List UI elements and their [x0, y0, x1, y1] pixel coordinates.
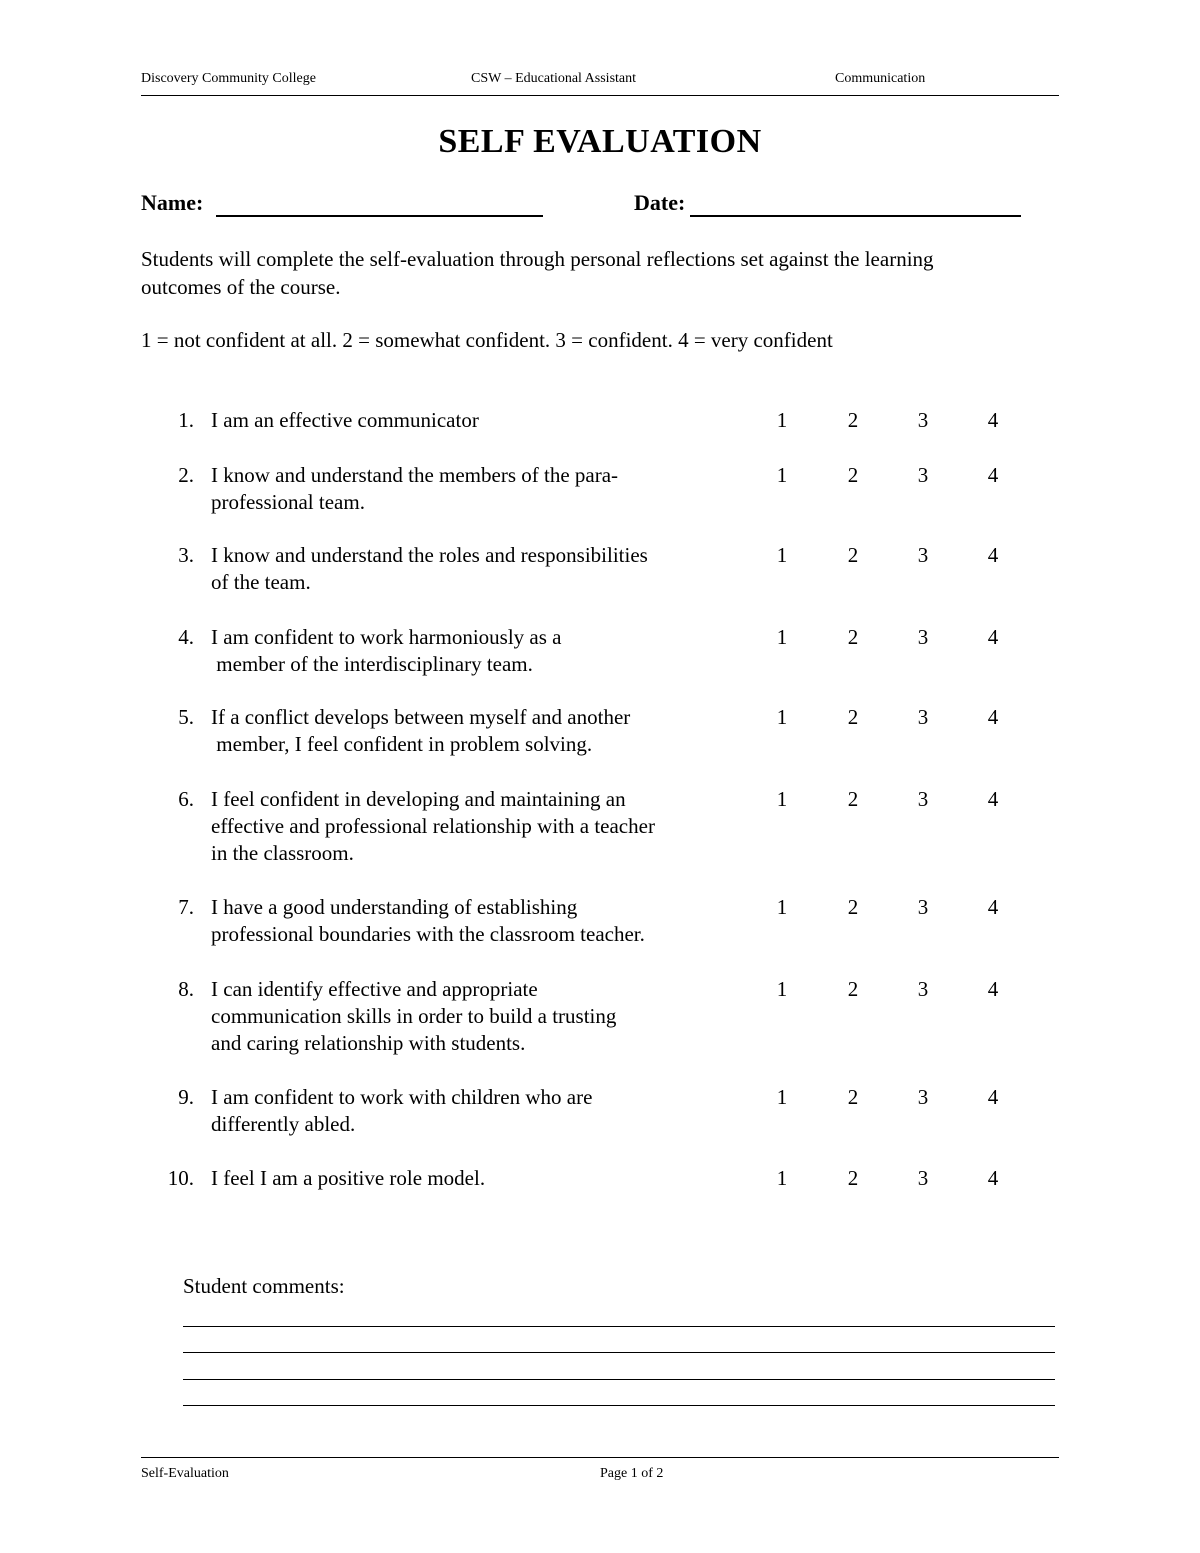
- comment-line[interactable]: [183, 1352, 1055, 1353]
- rating-option-1[interactable]: 1: [776, 1085, 788, 1109]
- rating-option-4[interactable]: 4: [987, 543, 999, 567]
- header-course: Communication: [835, 71, 926, 86]
- rating-option-2[interactable]: 2: [847, 1166, 859, 1190]
- rating-option-3[interactable]: 3: [917, 625, 929, 649]
- rating-option-3[interactable]: 3: [917, 463, 929, 487]
- item-statement: [211, 786, 731, 867]
- rating-option-2[interactable]: 2: [847, 463, 859, 487]
- comment-line[interactable]: [183, 1379, 1055, 1380]
- statement-line: member of the interdisciplinary team.: [211, 652, 533, 676]
- rating-option-2[interactable]: 2: [847, 705, 859, 729]
- rating-option-4[interactable]: 4: [987, 787, 999, 811]
- statement-line: I know and understand the members of the para-: [211, 463, 619, 487]
- rating-option-2[interactable]: 2: [847, 543, 859, 567]
- rating-option-2[interactable]: 2: [847, 1085, 859, 1109]
- item-statement: [211, 894, 731, 948]
- comments-label: Student comments:: [183, 1274, 345, 1298]
- rating-option-1[interactable]: 1: [776, 543, 788, 567]
- rating-option-3[interactable]: 3: [917, 1085, 929, 1109]
- item-number: 10.: [167, 1166, 194, 1190]
- statement-line: effective and professional relationship with a teacher: [211, 814, 655, 838]
- statement-line: If a conflict develops between myself and another: [211, 705, 631, 729]
- rating-option-3[interactable]: 3: [917, 408, 929, 432]
- footer-doc-name: Self-Evaluation: [141, 1466, 229, 1481]
- rating-option-4[interactable]: 4: [987, 705, 999, 729]
- statement-line: I am confident to work harmoniously as a: [211, 625, 562, 649]
- intro-text: [141, 245, 934, 301]
- name-label: Name:: [141, 190, 204, 215]
- header-program: CSW – Educational Assistant: [471, 71, 637, 86]
- rating-option-3[interactable]: 3: [917, 977, 929, 1001]
- rating-option-2[interactable]: 2: [847, 408, 859, 432]
- rating-option-3[interactable]: 3: [917, 895, 929, 919]
- comment-line[interactable]: [183, 1405, 1055, 1406]
- rating-option-1[interactable]: 1: [776, 408, 788, 432]
- rating-option-2[interactable]: 2: [847, 977, 859, 1001]
- statement-line: member, I feel confident in problem solving.: [211, 732, 593, 756]
- header-college: Discovery Community College: [141, 71, 316, 86]
- scale-legend: 1 = not confident at all. 2 = somewhat confident. 3 = confident. 4 = very confident: [141, 328, 833, 352]
- item-number: 1.: [178, 408, 194, 432]
- item-number: 2.: [178, 463, 194, 487]
- intro-line: Students will complete the self-evaluation through personal reflections set against the learning: [141, 247, 934, 271]
- item-statement: [211, 1165, 731, 1192]
- item-number: 3.: [178, 543, 194, 567]
- footer-divider: [141, 1457, 1059, 1458]
- item-number: 7.: [178, 895, 194, 919]
- rating-option-1[interactable]: 1: [776, 1166, 788, 1190]
- rating-option-3[interactable]: 3: [917, 1166, 929, 1190]
- item-statement: [211, 407, 731, 434]
- statement-line: of the team.: [211, 570, 311, 594]
- footer-page-number: Page 1 of 2: [600, 1466, 664, 1481]
- rating-option-4[interactable]: 4: [987, 463, 999, 487]
- statement-line: I know and understand the roles and responsibilities: [211, 543, 648, 567]
- rating-option-4[interactable]: 4: [987, 1166, 999, 1190]
- item-statement: [211, 1084, 731, 1138]
- rating-option-1[interactable]: 1: [776, 625, 788, 649]
- statement-line: communication skills in order to build a trusting: [211, 1004, 617, 1028]
- rating-option-4[interactable]: 4: [987, 1085, 999, 1109]
- page-title: SELF EVALUATION: [438, 123, 762, 160]
- date-label: Date:: [634, 190, 686, 215]
- rating-option-2[interactable]: 2: [847, 625, 859, 649]
- statement-line: I have a good understanding of establishing: [211, 895, 578, 919]
- statement-line: I feel I am a positive role model.: [211, 1166, 486, 1190]
- rating-option-1[interactable]: 1: [776, 705, 788, 729]
- statement-line: and caring relationship with students.: [211, 1031, 526, 1055]
- statement-line: differently abled.: [211, 1112, 356, 1136]
- rating-option-2[interactable]: 2: [847, 787, 859, 811]
- item-number: 4.: [178, 625, 194, 649]
- rating-option-1[interactable]: 1: [776, 977, 788, 1001]
- rating-option-1[interactable]: 1: [776, 787, 788, 811]
- statement-line: in the classroom.: [211, 841, 354, 865]
- item-number: 9.: [178, 1085, 194, 1109]
- date-field[interactable]: [690, 215, 1021, 217]
- item-statement: [211, 462, 731, 516]
- rating-option-3[interactable]: 3: [917, 705, 929, 729]
- rating-option-4[interactable]: 4: [987, 625, 999, 649]
- rating-option-1[interactable]: 1: [776, 463, 788, 487]
- rating-option-2[interactable]: 2: [847, 895, 859, 919]
- item-number: 8.: [178, 977, 194, 1001]
- comment-line[interactable]: [183, 1326, 1055, 1327]
- item-number: 5.: [178, 705, 194, 729]
- item-statement: [211, 704, 731, 758]
- rating-option-4[interactable]: 4: [987, 977, 999, 1001]
- item-statement: [211, 624, 731, 678]
- rating-option-3[interactable]: 3: [917, 787, 929, 811]
- statement-line: I am an effective communicator: [211, 408, 479, 432]
- statement-line: professional team.: [211, 490, 365, 514]
- rating-option-3[interactable]: 3: [917, 543, 929, 567]
- rating-option-1[interactable]: 1: [776, 895, 788, 919]
- rating-option-4[interactable]: 4: [987, 895, 999, 919]
- header-divider: [141, 95, 1059, 96]
- item-statement: [211, 976, 731, 1057]
- name-field[interactable]: [216, 215, 543, 217]
- intro-line: outcomes of the course.: [141, 275, 341, 299]
- statement-line: I am confident to work with children who are: [211, 1085, 593, 1109]
- statement-line: I can identify effective and appropriate: [211, 977, 538, 1001]
- item-statement: [211, 542, 731, 596]
- statement-line: professional boundaries with the classroom teacher.: [211, 922, 645, 946]
- statement-line: I feel confident in developing and maintaining an: [211, 787, 626, 811]
- rating-option-4[interactable]: 4: [987, 408, 999, 432]
- item-number: 6.: [178, 787, 194, 811]
